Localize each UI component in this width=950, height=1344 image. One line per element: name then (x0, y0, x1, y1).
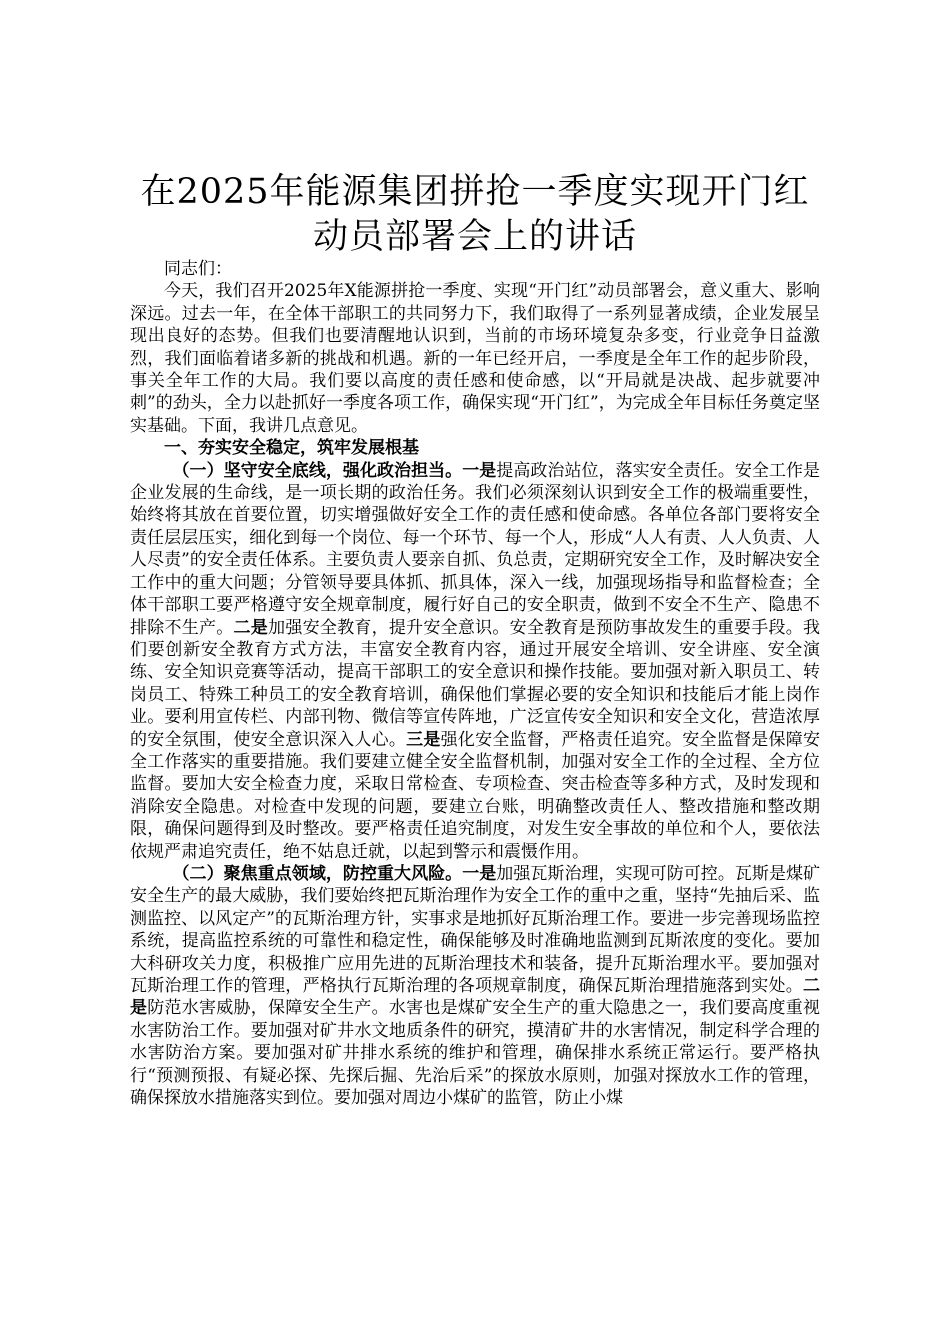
subsection-2-lead: （二）聚焦重点领域，防控重大风险。 (172, 863, 463, 884)
point-label: 一是 (462, 460, 497, 481)
point-label: 一是 (462, 863, 497, 884)
subsection-2-paragraph (130, 863, 820, 1109)
point-text: 强化安全监督，严格责任追究。安全监督是保障安全工作落实的重要措施。我们要建立健全安全监督机制，加强对安全工作的全过程、全方位监督。要加大安全检查力度，采取日常检查、专项检查、突击检查等多种方式，及时发现和消除安全隐患。对检查中发现的问题，要建立台账，明确整改责任人、整改措施和整改期限，确保问题得到及时整改。要严格责任追究制度，对发生安全事故的单位和个人，要依法依规严肃追究责任，绝不姑息迁就，以起到警示和震慑作用。 (130, 729, 821, 862)
subsection-1-paragraph (130, 460, 820, 863)
point-label: 二是 (130, 976, 820, 1019)
point-label: 二是 (233, 617, 269, 638)
point-text: 加强安全教育，提升安全意识。安全教育是预防事故发生的重要手段。我们要创新安全教育方式方法，丰富安全教育内容，通过开展安全培训、安全讲座、安全演练、安全知识竞赛等活动，提高干部职工的安全意识和操作技能。要加强对新入职员工、转岗员工、特殊工种员工的安全教育培训，确保他们掌握必要的安全知识和技能后才能上岗作业。要利用宣传栏、内部刊物、微信等宣传阵地，广泛宣传安全知识和安全文化，营造浓厚的安全氛围，使安全意识深入人心。 (130, 617, 821, 750)
point-label: 三是 (406, 729, 441, 750)
document-title: 在2025年能源集团拼抢一季度实现开门红动员部署会上的讲话 (140, 172, 810, 257)
intro-paragraph: 今天，我们召开2025年X能源拼抢一季度、实现“开门红”动员部署会，意义重大、影响深远。过去一年，在全体干部职工的共同努力下，我们取得了一系列显著成绩，企业发展呈现出良好的态势。但我们也要清醒地认识到，当前的市场环境复杂多变，行业竞争日益激烈，我们面临着诸多新的挑战和机遇。新的一年已经开启，一季度是全年工作的起步阶段，事关全年工作的大局。我们要以高度的责任感和使命感，以“开局就是决战、起步就要冲刺”的劲头，全力以赴抓好一季度各项工作，确保实现“开门红”，为完成全年目标任务奠定坚实基础。下面，我讲几点意见。 (130, 281, 820, 436)
point-text: 提高政治站位，落实安全责任。安全工作是企业发展的生命线，是一项长期的政治任务。我们必须深刻认识到安全工作的极端重要性，始终将其放在首要位置，切实增强做好安全工作的责任感和使命感。各单位各部门要将安全责任层层压实，细化到每一个岗位、每一个环节、每一个人，形成“人人有责、人人负责、人人尽责”的安全责任体系。主要负责人要亲自抓、负总责，定期研究安全工作，及时解决安全工作中的重大问题；分管领导要具体抓、抓具体，深入一线，加强现场指导和监督检查；全体干部职工要严格遵守安全规章制度，履行好自己的安全职责，做到不安全不生产、隐患不排除不生产。 (130, 460, 821, 638)
document-body (130, 258, 820, 1109)
section-heading: 一、夯实安全稳定，筑牢发展根基 (164, 438, 419, 459)
point-text: 加强瓦斯治理，实现可防可控。瓦斯是煤矿安全生产的最大威胁，我们要始终把瓦斯治理作为安全工作的重中之重，坚持“先抽后采、监测监控、以风定产”的瓦斯治理方针，实事求是地抓好瓦斯治理工作。要进一步完善现场监控系统，提高监控系统的可靠性和稳定性，确保能够及时准确地监测到瓦斯浓度的变化。要加大科研攻关力度，积极推广应用先进的瓦斯治理技术和装备，提升瓦斯治理水平。要加强对瓦斯治理工作的管理，严格执行瓦斯治理的各项规章制度，确保瓦斯治理措施落到实处。 (130, 863, 821, 996)
salutation: 同志们： (164, 259, 232, 279)
point-text: 防范水害威胁，保障安全生产。水害也是煤矿安全生产的重大隐患之一，我们要高度重视水害防治工作。要加强对矿井水文地质条件的研究，摸清矿井的水害情况，制定科学合理的水害防治方案。要加强对矿井排水系统的维护和管理，确保排水系统正常运行。要严格执行“预测预报、有疑必探、先探后掘、先治后采”的探放水原则，加强对探放水工作的管理，确保探放水措施落实到位。要加强对周边小煤矿的监管，防止小煤 (130, 998, 821, 1109)
subsection-1-lead: （一）坚守安全底线，强化政治担当。 (172, 460, 463, 481)
